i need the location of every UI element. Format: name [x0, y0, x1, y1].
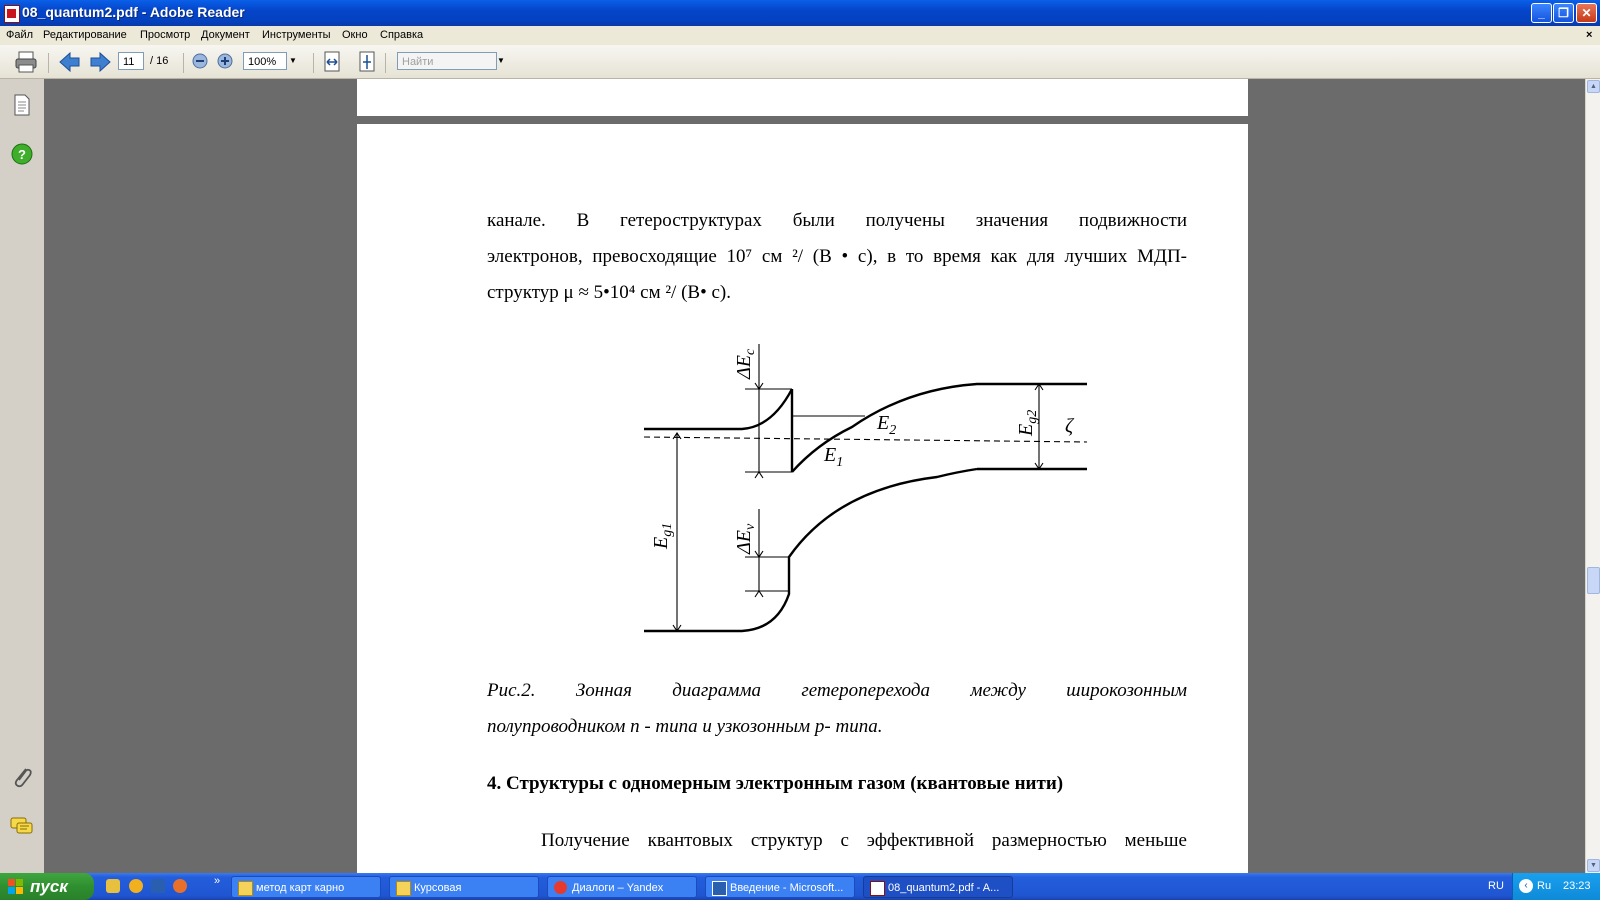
search-dropdown-chevron-icon[interactable]: ▼ — [497, 56, 505, 65]
zoom-out-icon[interactable] — [192, 53, 208, 69]
pdf-icon — [870, 881, 885, 896]
task-adobe-reader[interactable]: 08_quantum2.pdf - A... — [863, 876, 1013, 898]
svg-text:ΔEv — [733, 523, 758, 555]
eg1-label: E — [650, 536, 672, 549]
svg-text:Eg2 — [1015, 410, 1040, 437]
fit-page-icon[interactable] — [357, 51, 377, 73]
svg-text:ΔEc — [733, 348, 758, 380]
para1-line2: электронов, превосходящие 10⁷ см ²/ (В • с), в то время как для лучших МДП- — [487, 246, 1187, 267]
document-view[interactable] — [44, 79, 1585, 873]
windows-logo-icon — [8, 879, 24, 895]
adobe-reader-icon — [4, 5, 20, 23]
window-title: 08_quantum2.pdf - Adobe Reader — [22, 4, 245, 20]
attachments-paperclip-icon[interactable] — [11, 765, 33, 789]
svg-text:?: ? — [18, 147, 26, 162]
quicklaunch-firefox-icon[interactable] — [173, 879, 187, 893]
start-button[interactable] — [0, 873, 94, 900]
para1-line1: канале. В гетероструктурах были получены значения подвижности — [487, 210, 1187, 231]
zoom-in-icon[interactable] — [217, 53, 233, 69]
vertical-scrollbar[interactable] — [1585, 79, 1600, 873]
toolbar — [0, 45, 1600, 79]
search-input[interactable]: Найти — [397, 52, 497, 70]
scroll-thumb[interactable] — [1587, 567, 1600, 594]
folder-icon — [238, 881, 253, 896]
scroll-up-chevron-icon[interactable]: ▲ — [1587, 80, 1600, 93]
start-label: пуск — [30, 877, 68, 896]
menu-view[interactable]: Просмотр — [140, 29, 191, 41]
tray-back-chevron-icon[interactable]: ‹ — [1519, 879, 1533, 893]
language-indicator[interactable]: RU — [1488, 880, 1504, 892]
fit-width-icon[interactable] — [322, 51, 342, 73]
print-icon[interactable] — [14, 51, 38, 73]
folder-icon — [396, 881, 411, 896]
delta-ev-label: ΔE — [733, 530, 755, 554]
minimize-button[interactable]: _ — [1531, 3, 1552, 23]
title-bar[interactable] — [0, 0, 1600, 26]
e2-label: E — [877, 412, 890, 434]
eg1-sub: g1 — [660, 522, 675, 537]
e1-sub: 1 — [836, 455, 844, 470]
svg-text:E1 — [823, 444, 843, 470]
next-page-icon[interactable] — [88, 51, 112, 73]
system-tray — [1512, 873, 1600, 900]
caption-line1: Рис.2. Зонная диаграмма гетероперехода между широкозонным — [487, 680, 1187, 701]
quicklaunch-media-icon[interactable] — [151, 879, 165, 893]
close-button[interactable]: ✕ — [1576, 3, 1597, 23]
previous-page-icon[interactable] — [58, 51, 82, 73]
tray-lang[interactable]: Ru — [1537, 880, 1552, 892]
task-kursovaya[interactable]: Курсовая — [389, 876, 539, 898]
eg2-label: E — [1015, 423, 1037, 436]
menu-close-icon[interactable]: × — [1586, 29, 1593, 41]
para1-line3: структур μ ≈ 5•10⁴ см ²/ (В• с). — [487, 282, 731, 303]
delta-ec-sub: c — [743, 348, 758, 356]
menu-window[interactable]: Окно — [342, 29, 368, 41]
caption-line2: полупроводником n - типа и узкозонным p- типа. — [487, 716, 883, 737]
help-icon[interactable] — [11, 143, 33, 165]
delta-ev-sub: v — [743, 523, 758, 531]
menu-file[interactable]: Файл — [6, 29, 34, 41]
svg-text:E2 — [876, 412, 896, 438]
restore-button[interactable]: ❐ — [1553, 3, 1574, 23]
quicklaunch-more-chevron-icon[interactable]: » — [214, 875, 221, 887]
quicklaunch-browser-icon[interactable] — [129, 879, 143, 893]
word-icon — [712, 881, 727, 896]
menu-bar — [0, 26, 1600, 45]
comments-icon[interactable] — [10, 817, 34, 837]
page-number-input[interactable]: 11 — [118, 52, 144, 70]
scroll-down-chevron-icon[interactable]: ▼ — [1587, 859, 1600, 872]
task-metod-kart-karno[interactable]: метод карт карно — [231, 876, 381, 898]
eg2-sub: g2 — [1025, 409, 1040, 424]
yandex-icon — [554, 881, 567, 894]
task-word-vvedenie[interactable]: Введение - Microsoft... — [705, 876, 855, 898]
pdf-page-previous — [357, 79, 1248, 116]
quicklaunch-app-icon[interactable] — [106, 879, 120, 893]
menu-help[interactable]: Справка — [380, 29, 424, 41]
zoom-dropdown-chevron-icon[interactable]: ▼ — [289, 56, 297, 65]
menu-tools[interactable]: Инструменты — [262, 29, 331, 41]
pdf-page-current — [357, 124, 1248, 873]
navigation-panel — [0, 79, 45, 873]
page-total: / 16 — [150, 55, 169, 67]
menu-document[interactable]: Документ — [201, 29, 250, 41]
section-heading: 4. Структуры с одномерным электронным газом (квантовые нити) — [487, 773, 1064, 794]
para2-line1: Получение квантовых структур с эффективной размерностью меньше — [541, 830, 1187, 851]
clock[interactable]: 23:23 — [1563, 880, 1591, 892]
zeta-label: ζ — [1065, 415, 1074, 437]
menu-edit[interactable]: Редактирование — [43, 29, 127, 41]
e1-label: E — [824, 444, 837, 466]
band-diagram-figure — [637, 339, 1097, 639]
svg-text:Eg1 — [650, 523, 675, 550]
task-yandex[interactable]: Диалоги – Yandex — [547, 876, 697, 898]
delta-ec-label: ΔE — [733, 355, 755, 379]
zoom-input[interactable]: 100% — [243, 52, 287, 70]
pages-icon[interactable] — [12, 94, 32, 116]
e2-sub: 2 — [889, 423, 897, 438]
